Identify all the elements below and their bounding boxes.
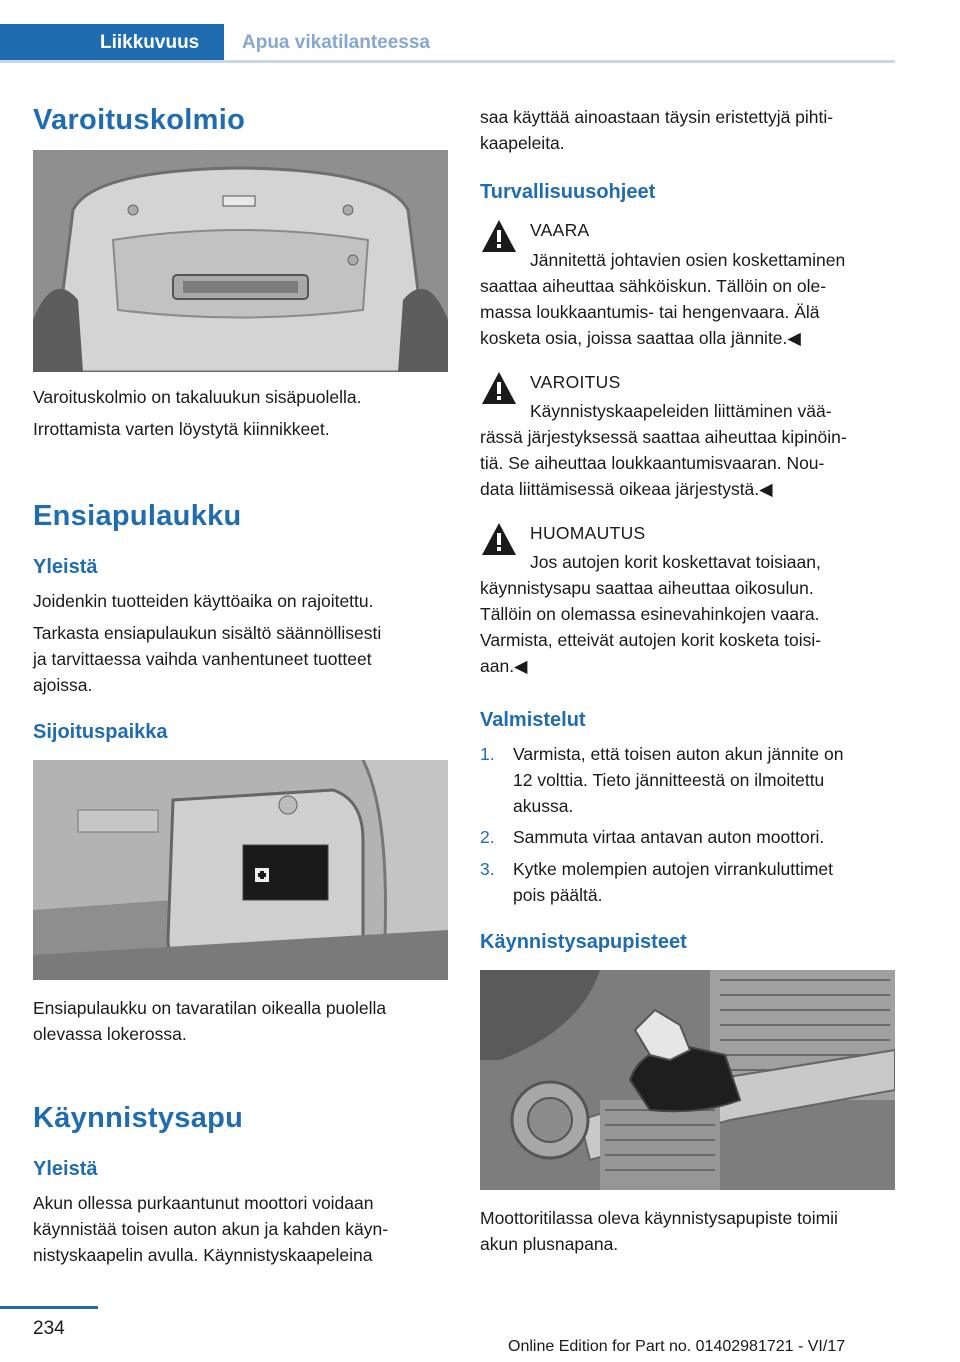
continuation-text-a: saa käyttää ainoastaan täysin eristettyjä pihti- — [480, 107, 834, 127]
warning-triangle-icon — [480, 521, 518, 557]
warning-varoitus-text-a: Käynnistyskaapeleiden liittäminen vää- — [530, 401, 832, 421]
photo-tailgate-warning-triangle — [33, 150, 448, 372]
step-text: Sammuta virtaa antavan auton moottori. — [513, 827, 825, 847]
heading-yleista-2: Yleistä — [33, 1158, 98, 1180]
warning-vaara-text-a: Jännitettä johtavien osien koskettaminen — [530, 250, 846, 270]
ensiapulaukku-text-2a: Tarkasta ensiapulaukun sisältö säännöllisesti — [33, 623, 382, 643]
heading-kaynnistysapupisteet: Käynnistysapupisteet — [480, 931, 687, 953]
kaynnistysapu-text-b: käynnistää toisen auton akun ja kahden käyn- — [33, 1219, 389, 1239]
kaynnistysapu-text-a: Akun ollessa purkaantunut moottori voidaan — [33, 1193, 374, 1213]
heading-turvallisuusohjeet: Turvallisuusohjeet — [480, 181, 656, 203]
warning-varoitus-text-d: data liittämisessä oikeaa järjestystä.◀ — [480, 479, 773, 499]
warning-huomautus-text-d: Varmista, etteivät autojen korit kosketa toisi- — [480, 630, 822, 650]
warning-varoitus-text-b: rässä järjestyksessä saattaa aiheuttaa kipinöin- — [480, 427, 847, 447]
step-text: 12 volttia. Tieto jännitteestä on ilmoitettu — [513, 770, 825, 790]
warning-huomautus-text-a: Jos autojen korit koskettavat toisiaan, — [530, 552, 821, 572]
step-number: 3. — [480, 859, 495, 879]
header-divider — [0, 60, 895, 63]
ensiapulaukku-text-1: Joidenkin tuotteiden käyttöaika on rajoitettu. — [33, 591, 374, 611]
heading-ensiapulaukku: Ensiapulaukku — [33, 500, 242, 532]
heading-kaynnistysapu: Käynnistysapu — [33, 1102, 244, 1134]
sijoituspaikka-text-b: olevassa lokerossa. — [33, 1024, 187, 1044]
warning-varoitus-text-c: tiä. Se aiheuttaa loukkaantumisvaaran. Nou- — [480, 453, 825, 473]
heading-sijoituspaikka: Sijoituspaikka — [33, 721, 168, 743]
sijoituspaikka-text-a: Ensiapulaukku on tavaratilan oikealla puolella — [33, 998, 387, 1018]
heading-valmistelut: Valmistelut — [480, 709, 586, 731]
step-text: Varmista, että toisen auton akun jännite on — [513, 744, 844, 764]
warning-triangle-icon — [480, 370, 518, 406]
step-text: Kytke molempien autojen virrankuluttimet — [513, 859, 834, 879]
warning-huomautus-text-b: käynnistysapu saattaa aiheuttaa oikosulun. — [480, 578, 814, 598]
warning-title: VAROITUS — [530, 372, 621, 392]
varoituskolmio-text-1: Varoituskolmio on takaluukun sisäpuolella. — [33, 387, 362, 407]
step-number: 2. — [480, 827, 495, 847]
photo-first-aid-kit-location — [33, 760, 448, 980]
kaynnistysapu-text-c: nistyskaapelin avulla. Käynnistyskaapeleina — [33, 1245, 373, 1265]
warning-huomautus-text-e: aan.◀ — [480, 656, 528, 676]
tab-liikkuvuus[interactable]: Liikkuvuus — [0, 24, 224, 62]
page-header — [0, 0, 895, 62]
warning-title: HUOMAUTUS — [530, 523, 646, 543]
footer-divider — [0, 1306, 98, 1309]
page-number: 234 — [33, 1318, 65, 1339]
step-text: pois päältä. — [513, 885, 603, 905]
warning-triangle-icon — [480, 218, 518, 254]
photo-jump-start-point — [480, 970, 895, 1190]
kaynnistysapupisteet-text-a: Moottoritilassa oleva käynnistysapupiste toimii — [480, 1208, 838, 1228]
continuation-text-b: kaapeleita. — [480, 133, 565, 153]
step-number: 1. — [480, 744, 495, 764]
warning-vaara-text-d: kosketa osia, joissa saattaa olla jännite.◀ — [480, 328, 801, 348]
tab-apua-vikatilanteessa[interactable]: Apua vikatilanteessa — [242, 32, 430, 53]
kaynnistysapupisteet-text-b: akun plusnapana. — [480, 1234, 619, 1254]
varoituskolmio-text-2: Irrottamista varten löystytä kiinnikkeet. — [33, 419, 330, 439]
warning-vaara-text-c: massa loukkaantumis- tai hengenvaara. Älä — [480, 302, 820, 322]
step-text: akussa. — [513, 796, 574, 816]
heading-yleista-1: Yleistä — [33, 556, 98, 578]
warning-vaara-text-b: saattaa aiheuttaa sähköiskun. Tällöin on ole- — [480, 276, 827, 296]
ensiapulaukku-text-2b: ja tarvittaessa vaihda vanhentuneet tuotteet — [33, 649, 372, 669]
edition-text: Online Edition for Part no. 01402981721 - VI/17 — [508, 1338, 846, 1355]
warning-title: VAARA — [530, 220, 590, 240]
ensiapulaukku-text-2c: ajoissa. — [33, 675, 93, 695]
heading-varoituskolmio: Varoituskolmio — [33, 104, 246, 136]
warning-huomautus-text-c: Tällöin on olemassa esinevahinkojen vaara. — [480, 604, 820, 624]
